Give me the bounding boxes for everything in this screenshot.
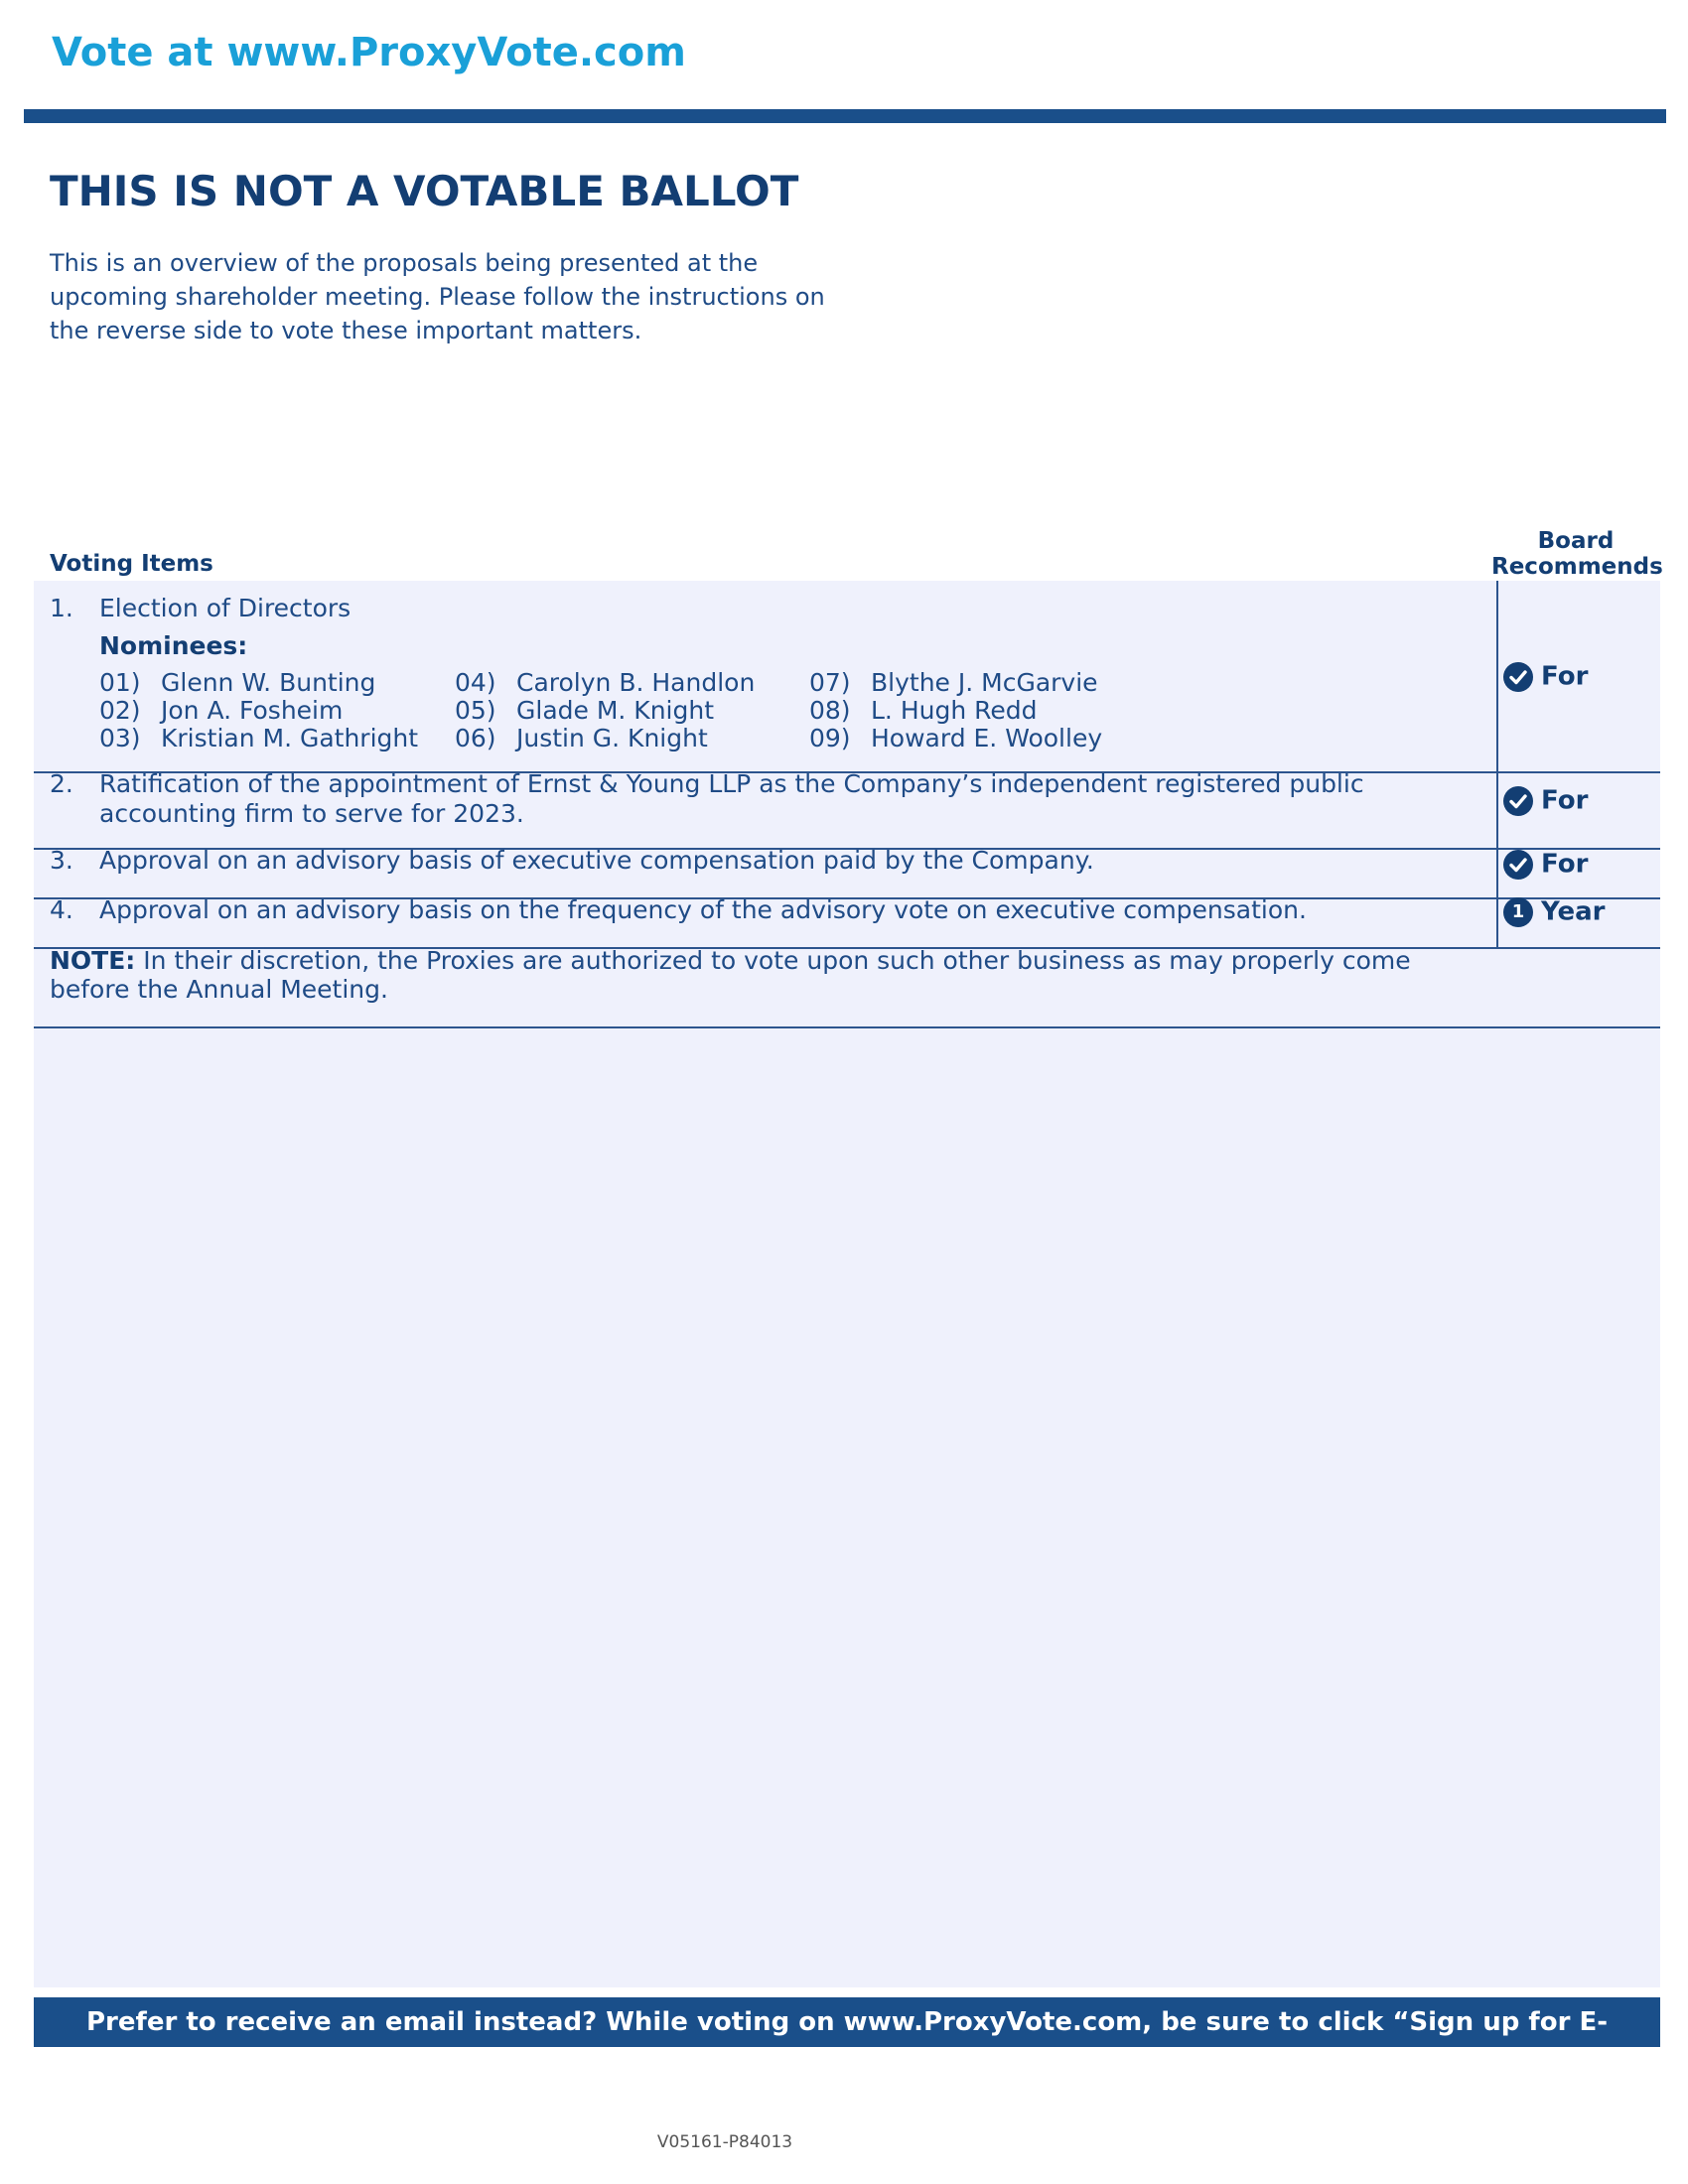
recommendation-label: For <box>1541 785 1589 816</box>
vote-link[interactable]: Vote at www.ProxyVote.com <box>52 30 686 75</box>
recommendation-label: For <box>1541 849 1589 880</box>
nominee-number: 03) <box>99 724 141 752</box>
nominees-label: Nominees: <box>99 631 248 660</box>
recommendation-item-2 <box>1503 785 1588 821</box>
nominee-number: 01) <box>99 668 141 697</box>
nominee-number: 05) <box>455 696 496 725</box>
note <box>50 946 1489 1004</box>
nominee-name: Kristian M. Gathright <box>161 724 419 752</box>
recommendation-item-3 <box>1503 849 1588 885</box>
nominee-name: Justin G. Knight <box>516 724 708 752</box>
e-delivery-banner: Prefer to receive an email instead? While voting on www.ProxyVote.com, be sure to click “Sign up for E-delivery”. <box>34 1997 1660 2047</box>
check-circle-icon <box>1503 662 1533 692</box>
check-circle-icon <box>1503 786 1533 816</box>
item-number: 4. <box>50 895 73 924</box>
nominee <box>809 669 1098 697</box>
nominee-number: 06) <box>455 724 496 752</box>
nominee-name: Carolyn B. Handlon <box>516 668 756 697</box>
nominee-number: 08) <box>809 696 851 725</box>
intro-line: the reverse side to vote these important matters. <box>50 317 642 344</box>
intro-line: upcoming shareholder meeting. Please follow the instructions on <box>50 283 825 311</box>
intro-text <box>50 246 844 347</box>
nominee-number: 07) <box>809 668 851 697</box>
item-text: Election of Directors <box>99 594 352 622</box>
nominee <box>99 697 343 725</box>
nominee-name: Blythe J. McGarvie <box>871 668 1098 697</box>
item-number: 2. <box>50 769 73 798</box>
item-number: 3. <box>50 846 73 875</box>
board-label-line: Board <box>1537 528 1615 554</box>
nominee <box>99 669 375 697</box>
item-text: Approval on an advisory basis on the frequency of the advisory vote on executive compensation. <box>99 895 1307 924</box>
item-text: Approval on an advisory basis of executive compensation paid by the Company. <box>99 846 1094 875</box>
board-label-line: Recommends <box>1491 554 1663 580</box>
document-code: V05161-P84013 <box>656 2132 793 2152</box>
recommendation-item-4 <box>1503 896 1605 932</box>
nominee <box>455 725 708 752</box>
nominee <box>809 697 1038 725</box>
nominee <box>455 697 714 725</box>
recommendation-item-1 <box>1503 661 1588 697</box>
item-text: Ratification of the appointment of Ernst & Young LLP as the Company’s independent registered public accounting firm to serve for 2023. <box>99 769 1364 828</box>
nominee-name: Jon A. Fosheim <box>161 696 344 725</box>
check-circle-icon <box>1503 850 1533 880</box>
note-label: NOTE: <box>50 946 136 975</box>
nominee <box>455 669 755 697</box>
page-title: THIS IS NOT A VOTABLE BALLOT <box>50 167 799 215</box>
intro-line: This is an overview of the proposals being presented at the <box>50 249 759 277</box>
top-rule <box>24 109 1666 123</box>
number-circle-icon: 1 <box>1503 897 1533 927</box>
recommendation-label: Year <box>1541 896 1606 927</box>
nominee-number: 02) <box>99 696 141 725</box>
nominee-name: Glade M. Knight <box>516 696 714 725</box>
nominee <box>99 725 418 752</box>
recommendation-label: For <box>1541 661 1589 692</box>
nominee <box>809 725 1102 752</box>
voting-items-label: Voting Items <box>50 551 213 577</box>
nominee-name: Glenn W. Bunting <box>161 668 376 697</box>
nominee-name: Howard E. Woolley <box>871 724 1103 752</box>
nominee-name: L. Hugh Redd <box>871 696 1038 725</box>
column-divider <box>1496 581 1498 947</box>
board-recommends-label <box>1491 528 1663 580</box>
nominee-number: 09) <box>809 724 851 752</box>
note-text: In their discretion, the Proxies are authorized to vote upon such other business as may properly come before the Annual Meeting. <box>50 946 1411 1004</box>
item-number: 1. <box>50 594 73 622</box>
row-divider <box>34 1026 1660 1028</box>
nominee-number: 04) <box>455 668 496 697</box>
